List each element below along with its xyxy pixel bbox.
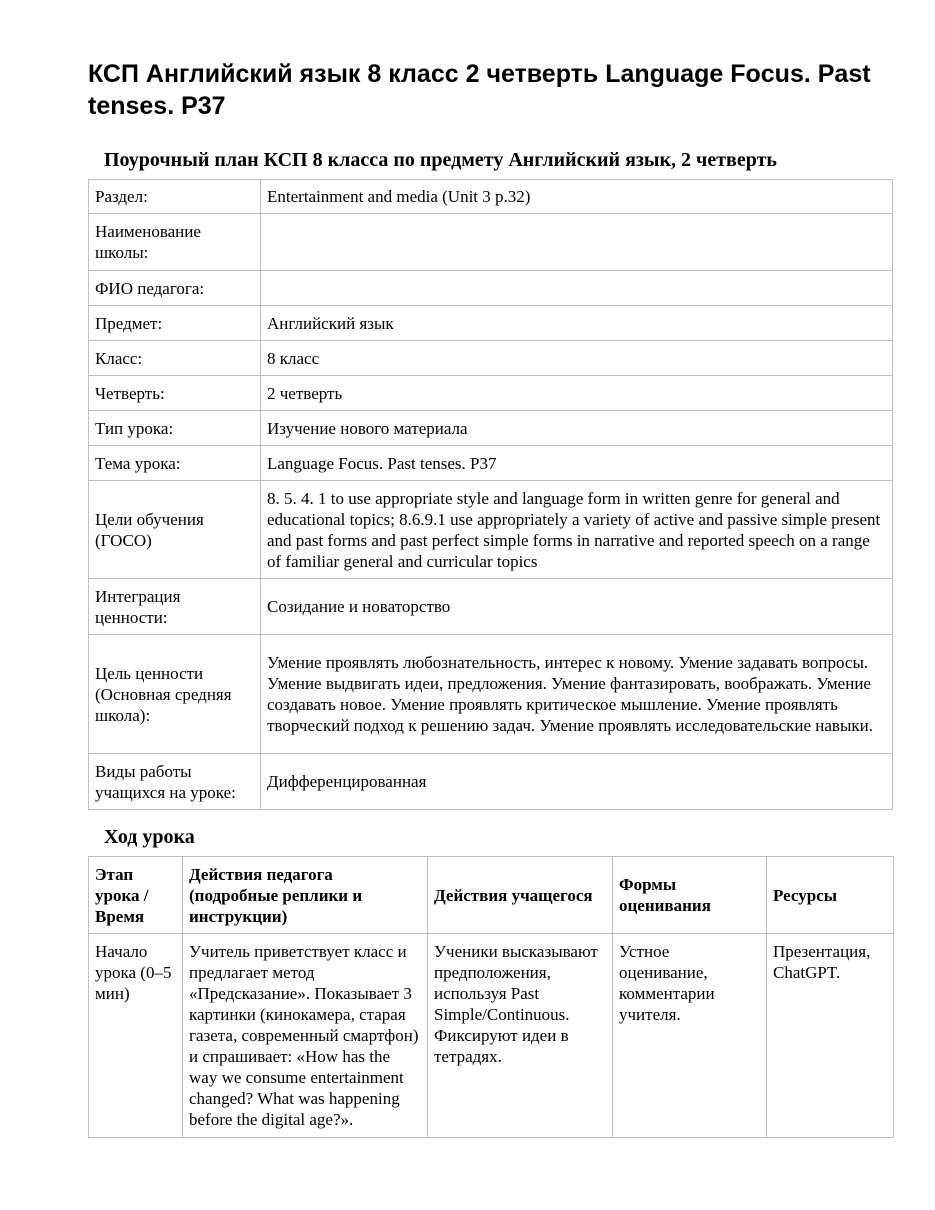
- info-label: Класс:: [89, 341, 261, 376]
- column-header-resources: Ресурсы: [767, 857, 894, 934]
- info-row-value-goal: [89, 635, 893, 754]
- info-label: Цели обучения (ГОСО): [89, 481, 261, 579]
- column-header-student-actions: Действия учащегося: [428, 857, 613, 934]
- cell-teacher-actions: Учитель приветствует класс и предлагает метод «Предсказание». Показывает 3 картинки (кинокамера, старая газета, современный смартфон) и спрашивает: «How has the way we consume entertainment changed? What was happening before the digital age?».: [183, 934, 428, 1138]
- table-row: [89, 934, 894, 1138]
- info-row-learning-goals: [89, 481, 893, 579]
- info-value: Language Focus. Past tenses. P37: [261, 446, 893, 481]
- info-row-section: [89, 180, 893, 214]
- info-row-quarter: [89, 376, 893, 411]
- plan-heading: Поурочный план КСП 8 класса по предмету Английский язык, 2 четверть: [104, 149, 777, 171]
- info-value: [261, 214, 893, 271]
- info-label: ФИО педагога:: [89, 271, 261, 306]
- info-row-lesson-topic: [89, 446, 893, 481]
- info-label: Тип урока:: [89, 411, 261, 446]
- info-value: 2 четверть: [261, 376, 893, 411]
- info-row-lesson-type: [89, 411, 893, 446]
- info-row-subject: [89, 306, 893, 341]
- info-value: Изучение нового материала: [261, 411, 893, 446]
- cell-resources: Презентация, ChatGPT.: [767, 934, 894, 1138]
- info-row-teacher: [89, 271, 893, 306]
- info-value: 8. 5. 4. 1 to use appropriate style and language form in written genre for general and educational topics; 8.6.9.1 use appropriately a variety of active and passive simple present and past forms and past perfect simple forms in narrative and reported speech on a range of familiar general and curricular topics: [261, 481, 893, 579]
- document-title: КСП Английский язык 8 класс 2 четверть Language Focus. Past tenses. P37: [88, 60, 871, 120]
- lesson-info-table: [88, 179, 893, 810]
- info-value: Дифференцированная: [261, 754, 893, 810]
- column-header-assessment: Формы оценивания: [613, 857, 767, 934]
- info-label: Предмет:: [89, 306, 261, 341]
- info-value: Английский язык: [261, 306, 893, 341]
- info-value: [261, 271, 893, 306]
- info-label: Виды работы учащихся на уроке:: [89, 754, 261, 810]
- cell-stage: Начало урока (0–5 мин): [89, 934, 183, 1138]
- column-header-teacher-actions: Действия педагога (подробные реплики и инструкции): [183, 857, 428, 934]
- info-label: Интеграция ценности:: [89, 579, 261, 635]
- info-value: 8 класс: [261, 341, 893, 376]
- info-label: Цель ценности (Основная средняя школа):: [89, 635, 261, 754]
- info-row-grade: [89, 341, 893, 376]
- info-row-work-types: [89, 754, 893, 810]
- course-heading: Ход урока: [104, 826, 195, 848]
- info-label: Четверть:: [89, 376, 261, 411]
- info-label: Раздел:: [89, 180, 261, 214]
- cell-assessment: Устное оценивание, комментарии учителя.: [613, 934, 767, 1138]
- column-header-stage: Этап урока / Время: [89, 857, 183, 934]
- info-row-school: [89, 214, 893, 271]
- info-value: Созидание и новаторство: [261, 579, 893, 635]
- info-label: Тема урока:: [89, 446, 261, 481]
- info-label: Наименование школы:: [89, 214, 261, 271]
- cell-student-actions: Ученики высказывают предположения, используя Past Simple/Continuous. Фиксируют идеи в тетрадях.: [428, 934, 613, 1138]
- info-value: Умение проявлять любознательность, интерес к новому. Умение задавать вопросы. Умение выдвигать идеи, предложения. Умение фантазировать, воображать. Умение создавать новое. Умение проявлять критическое мышление. Умение проявлять творческий подход к решению задач. Умение проявлять исследовательские навыки.: [261, 635, 893, 754]
- info-value: Entertainment and media (Unit 3 p.32): [261, 180, 893, 214]
- info-row-value-integration: [89, 579, 893, 635]
- lesson-flow-table: [88, 856, 894, 1138]
- lesson-table-header-row: [89, 857, 894, 934]
